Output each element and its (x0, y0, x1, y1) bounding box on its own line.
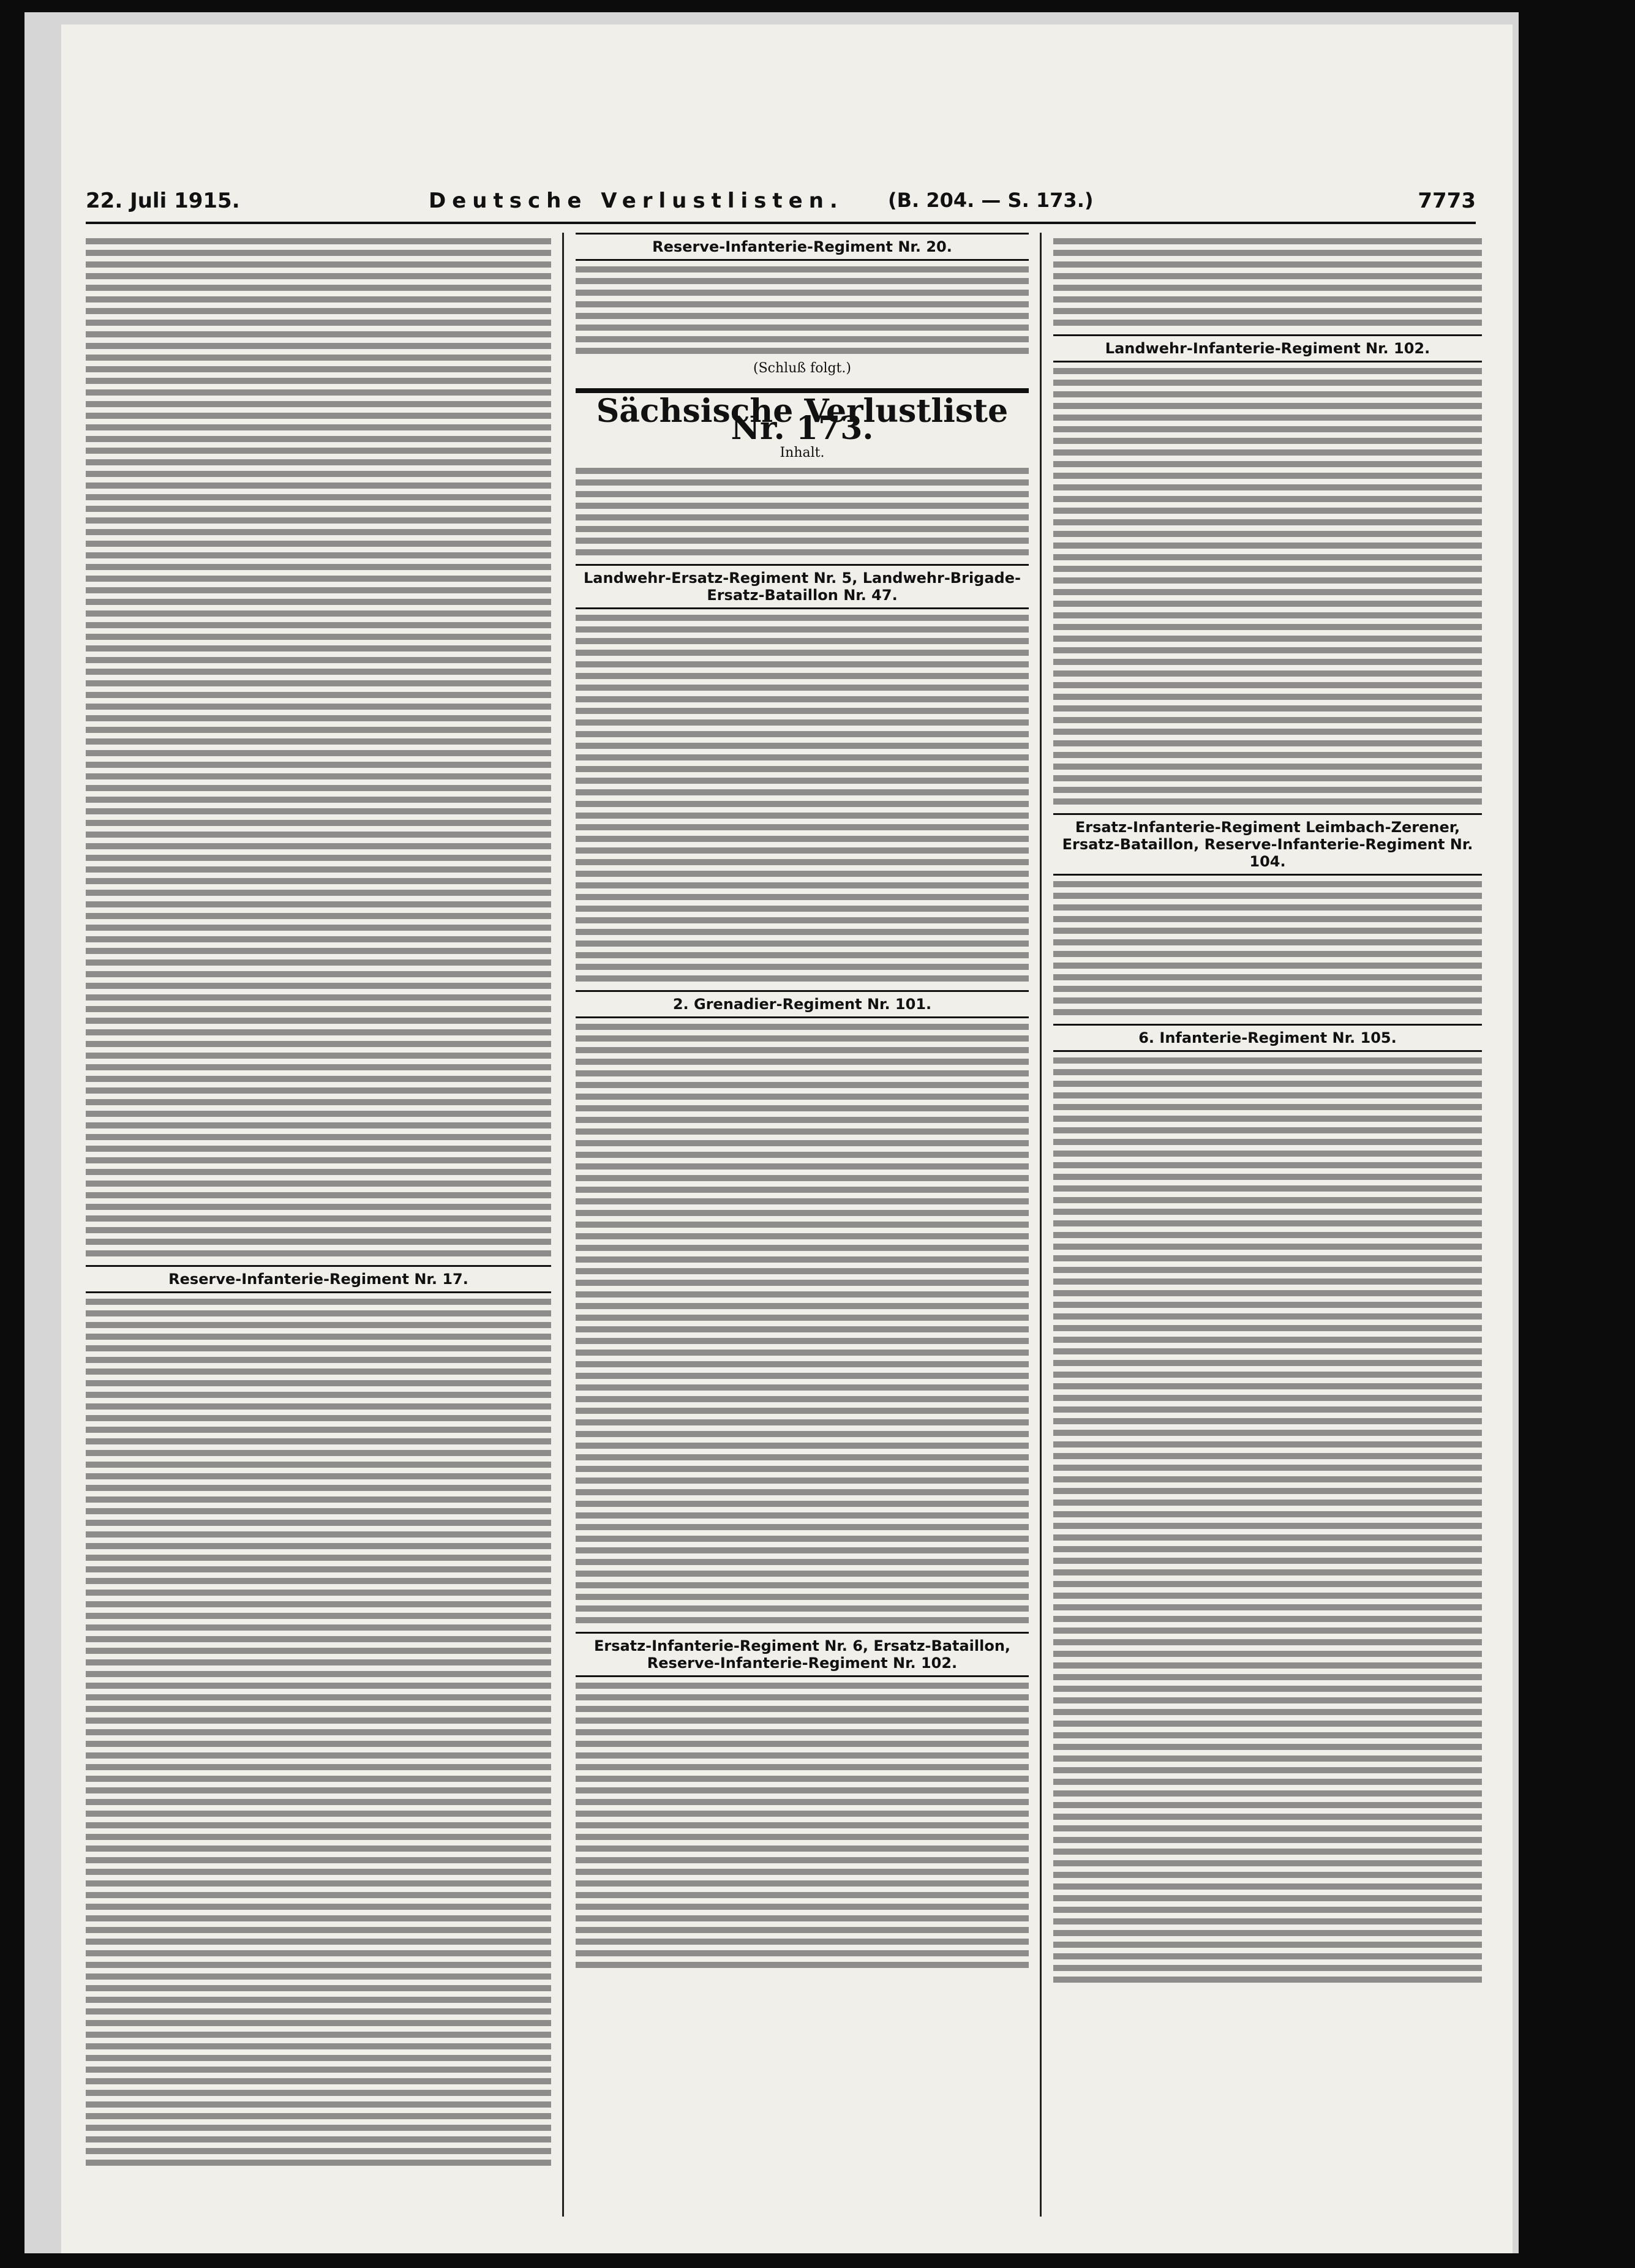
section-heading: Landwehr-Infanterie-Regiment Nr. 102. (1053, 334, 1482, 362)
section-heading: Ersatz-Infanterie-Regiment Nr. 6, Ersatz-Bataillon, Reserve-Infanterie-Regiment Nr. 102. (576, 1632, 1029, 1677)
section-heading: Reserve-Infanterie-Regiment Nr. 17. (86, 1265, 551, 1293)
section-heading: 6. Infanterie-Regiment Nr. 105. (1053, 1024, 1482, 1052)
casualty-text-lines (1053, 1057, 1482, 1983)
page-number: 7773 (1418, 189, 1476, 213)
continued-note: (Schluß folgt.) (753, 361, 851, 376)
scan-sheet (24, 12, 1519, 2253)
casualty-text-lines (1053, 238, 1482, 326)
casualty-text-lines (576, 615, 1029, 982)
casualty-text-lines (86, 1299, 551, 2166)
casualty-text-lines (86, 238, 551, 1256)
casualty-text-lines (1053, 881, 1482, 1015)
list-title: Sächsische Verlustliste Nr. 173. (576, 388, 1029, 437)
header-title: Deutsche Verlustlisten. (429, 189, 844, 213)
column-rule-left (562, 233, 564, 2217)
section-heading: 2. Grenadier-Regiment Nr. 101. (576, 990, 1029, 1018)
running-header (86, 185, 1476, 224)
contents-label: Inhalt. (780, 445, 825, 460)
header-reference: (B. 204. — S. 173.) (888, 189, 1094, 212)
newspaper-page (61, 24, 1513, 2253)
section-heading: Reserve-Infanterie-Regiment Nr. 20. (576, 233, 1029, 261)
section-heading: Landwehr-Ersatz-Regiment Nr. 5, Landwehr-Brigade-Ersatz-Bataillon Nr. 47. (576, 564, 1029, 609)
casualty-text-lines (576, 1683, 1029, 1968)
column-middle (576, 233, 1029, 2217)
casualty-text-lines (1053, 368, 1482, 805)
column-right (1053, 233, 1482, 2217)
column-left (86, 233, 551, 2217)
casualty-text-lines (576, 266, 1029, 354)
column-rule-right (1040, 233, 1042, 2217)
casualty-text-lines (576, 1024, 1029, 1623)
contents-text-lines (576, 468, 1029, 555)
header-date: 22. Juli 1915. (86, 189, 240, 213)
section-heading: Ersatz-Infanterie-Regiment Leimbach-Zerener, Ersatz-Bataillon, Reserve-Infanterie-Regiment Nr. 104. (1053, 813, 1482, 876)
